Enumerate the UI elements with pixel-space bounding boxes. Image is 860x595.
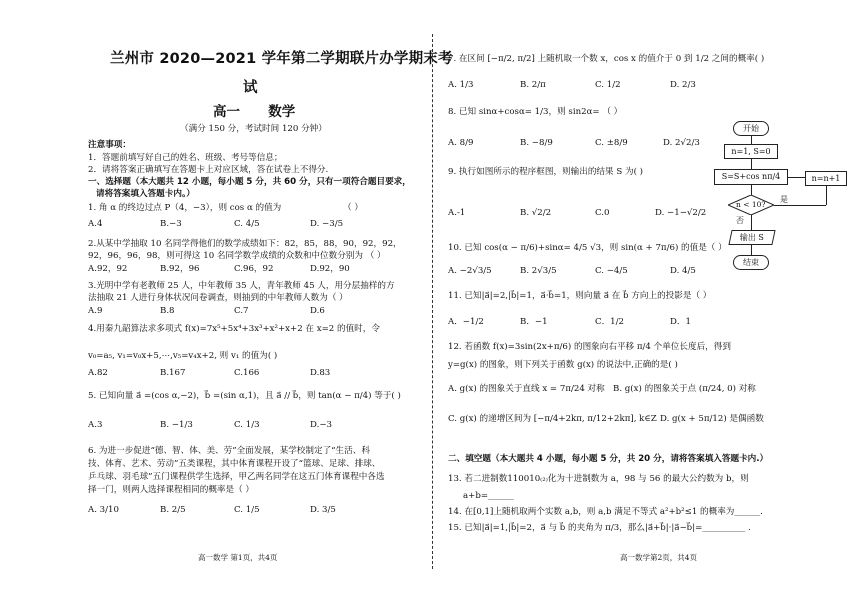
flowchart-arrow [751, 185, 752, 195]
q8-option-a: A. 8/9 [448, 138, 474, 148]
q3-option-d: D.6 [310, 306, 325, 316]
exam-info: （满分 150 分，考试时间 120 分钟） [180, 124, 327, 134]
flowchart-arrow [751, 159, 752, 169]
flowchart-init: n=1, S=0 [724, 144, 778, 159]
note-item: 2．请将答案正确填写在答题卡上对应区域，答在试卷上不得分. [88, 165, 329, 175]
q1-option-d: D. −3/5 [310, 219, 344, 229]
question-15-stem: 15. 已知|a⃗|=1,|b⃗|=2，a⃗ 与 b⃗ 的夹角为 π/3，那么|a⃗+b⃗|·|a⃗−b⃗|=__________ . [448, 523, 751, 533]
column-divider [432, 34, 433, 569]
note-item: 1．答题前填写好自己的姓名、班级、考号等信息； [88, 153, 283, 163]
question-13-stem-cont: a+b=______ [463, 491, 514, 501]
q4-option-a: A.82 [88, 368, 108, 378]
question-4-stem: 4.用秦九韶算法求多项式 f(x)=7x⁵+5x⁴+3x³+x²+x+2 在 x=2 的值时，令 [88, 324, 380, 334]
flowchart-start: 开始 [733, 121, 769, 136]
q5-option-c: C. 1/3 [234, 420, 260, 430]
question-8-stem: 8. 已知 sinα+cosα= 1/3，则 sin2α= （ ） [448, 107, 623, 117]
question-2-stem-cont: 92，96，96，98，则可得这 10 名同学数学成绩的众数和中位数分别为 （ ） [88, 251, 386, 261]
question-14-stem: 14. 在[0,1]上随机取两个实数 a,b，则 a,b 满足不等式 a²+b²≤1 的概率为______. [448, 507, 763, 517]
question-12-stem-cont: y=g(x) 的图象，则下列关于函数 g(x) 的说法中,正确的是( ) [448, 360, 678, 370]
right-page [445, 0, 775, 595]
q4-option-b: B.167 [160, 368, 186, 378]
q7-option-d: D. 2/3 [670, 80, 696, 90]
q5-option-a: A.3 [88, 420, 103, 430]
q9-option-d: D. −1−√2/2 [655, 208, 707, 218]
flowchart-output [728, 230, 775, 245]
q2-option-d: D.92，90 [310, 264, 350, 274]
question-1-paren: （ ） [343, 203, 363, 213]
question-3-stem: 3.光明中学有老教师 25 人，中年教师 35 人，青年教师 45 人，用分层抽样的方 [88, 281, 395, 291]
flowchart-arrow [788, 177, 805, 178]
flowchart-arrow [826, 186, 827, 205]
q4-option-d: D.83 [310, 368, 331, 378]
q6-option-c: C. 1/5 [234, 505, 260, 515]
question-12-stem: 12. 若函数 f(x)=3sin(2x+π/6) 的图象向右平移 π/4 个单位长度后，得到 [448, 342, 731, 352]
question-6-stem-cont: 乒乓球、羽毛球”五门课程供学生选择，甲乙两名同学在这五门体育课程中各选 [88, 472, 385, 482]
q9-option-c: C.0 [595, 208, 610, 218]
flowchart-arrow [751, 136, 752, 144]
notes-heading: 注意事项： [88, 140, 131, 150]
flowchart-condition: n < 10? [736, 200, 766, 209]
left-page [88, 0, 453, 595]
q9-option-b: B. √2/2 [520, 208, 552, 218]
q1-option-c: C. 4/5 [234, 219, 260, 229]
q3-option-a: A.9 [88, 306, 103, 316]
question-1-stem: 1. 角 α 的终边过点 P（4，−3），则 cos α 的值为 [88, 203, 282, 213]
q11-option-a: A．−1/2 [448, 317, 484, 327]
q3-option-c: C.7 [234, 306, 249, 316]
q2-option-b: B.92，96 [160, 264, 200, 274]
question-4-stem-cont: v₀=a₅, v₁=v₀x+5,⋯,v₅=v₄x+2, 则 v₁ 的值为( ) [88, 351, 278, 361]
q4-option-c: C.166 [234, 368, 260, 378]
q7-option-b: B. 2/π [520, 80, 546, 90]
q5-option-d: D.−3 [310, 420, 332, 430]
q1-option-a: A.4 [88, 219, 103, 229]
q10-option-b: B. 2√3/5 [520, 266, 557, 276]
question-7-stem: 7. 在区间 [−π/2, π/2] 上随机取一个数 x，cos x 的值介于 0 到 1/2 之间的概率( ) [448, 54, 765, 64]
q7-option-c: C. 1/2 [595, 80, 621, 90]
question-3-stem-cont: 法抽取 21 人进行身体状况问卷调查，则抽到的中年教师人数为（ ） [88, 293, 348, 303]
q3-option-b: B.8 [160, 306, 175, 316]
exam-title-line2: 试 [243, 80, 258, 96]
q10-option-d: D. 4/5 [670, 266, 696, 276]
q8-option-b: B. −8/9 [520, 138, 553, 148]
q6-option-d: D. 3/5 [310, 505, 336, 515]
q9-option-a: A.-1 [448, 208, 466, 218]
question-6-stem-cont: 择一门，则两人选择课程相同的概率是（ ） [88, 485, 255, 495]
q12-option-c: C. g(x) 的递增区间为 [−π/4+2kπ, π/12+2kπ], k∈Z [448, 414, 657, 424]
q5-option-b: B. −1/3 [160, 420, 193, 430]
question-6-stem: 6. 为进一步促进“德、智、体、美、劳”全面发展，某学校制定了“生活、科 [88, 446, 370, 456]
q7-option-a: A. 1/3 [448, 80, 474, 90]
q12-option-a: A. g(x) 的图象关于直线 x = 7π/24 对称 [448, 384, 605, 394]
flowchart-arrow [774, 205, 826, 206]
q10-option-c: C. −4/5 [595, 266, 628, 276]
q8-option-d: D. 2√2/3 [663, 138, 700, 148]
question-10-stem: 10. 已知 cos(α − π/6)+sinα= 4/5 √3，则 sin(α + 7π/6) 的值是（ ） [448, 243, 727, 253]
exam-subject: 高一 数学 [213, 104, 296, 120]
question-5-stem: 5. 已知向量 a⃗ =(cos α,−2)，b⃗ =(sin α,1)，且 a⃗ // b⃗，则 tan(α − π/4) 等于( ) [88, 391, 401, 401]
q12-option-b: B. g(x) 的图象关于点 (π/24, 0) 对称 [613, 384, 756, 394]
flowchart-end: 结束 [733, 255, 769, 270]
flowchart-no: 否 [736, 216, 744, 225]
flowchart-output-label: 输出 S [739, 233, 764, 242]
q11-option-c: C．1/2 [595, 317, 624, 327]
q1-option-b: B.−3 [160, 219, 182, 229]
q2-option-a: A.92，92 [88, 264, 128, 274]
q2-option-c: C.96，92 [234, 264, 274, 274]
q6-option-b: B. 2/5 [160, 505, 186, 515]
question-9-stem: 9. 执行如图所示的程序框图，则输出的结果 S 为( ) [448, 167, 644, 177]
question-11-stem: 11. 已知|a⃗|=2,|b⃗|=1，a⃗·b⃗=1，则向量 a⃗ 在 b⃗ 方向上的投影是（ ） [448, 291, 712, 301]
section2-heading: 二、填空题（本大题共 4 小题，每小题 5 分，共 20 分，请将答案填入答题卡内.） [448, 454, 769, 464]
flowchart-arrow [751, 215, 752, 230]
flowchart-arrow [751, 245, 752, 255]
q11-option-b: B．−1 [520, 317, 548, 327]
page-footer: 高一数学 第1页，共4页 [198, 553, 278, 562]
flowchart-yes: 是 [780, 195, 788, 204]
question-13-stem: 13. 若二进制数110010₍₂₎化为十进制数为 a，98 与 56 的最大公约数为 b，则 [448, 474, 749, 484]
q11-option-d: D．1 [670, 317, 691, 327]
flowchart-increment: n=n+1 [805, 171, 847, 186]
question-2-stem: 2.从某中学抽取 10 名同学得他们的数学成绩如下：82，85，88，90，92，92， [88, 239, 402, 249]
q10-option-a: A. −2√3/5 [448, 266, 492, 276]
q6-option-a: A. 3/10 [88, 505, 119, 515]
question-6-stem-cont: 技、体育、艺术、劳动”五类课程，其中体育课程开设了“篮球、足球、排球、 [88, 459, 381, 469]
exam-title-line1: 兰州市 2020—2021 学年第二学期联片办学期末考 [110, 51, 453, 67]
page-footer: 高一数学第2页，共4页 [620, 553, 698, 562]
section1-heading-cont: 请将答案填入答题卡内。） [96, 189, 195, 199]
q12-option-d: D. g(x + 5π/12) 是偶函数 [660, 414, 764, 424]
q8-option-c: C. ±8/9 [595, 138, 628, 148]
flowchart-update: S=S+cos nπ/4 [714, 169, 788, 185]
section1-heading: 一、选择题（本大题共 12 小题，每小题 5 分，共 60 分，只有一项符合题目要求， [88, 177, 411, 187]
